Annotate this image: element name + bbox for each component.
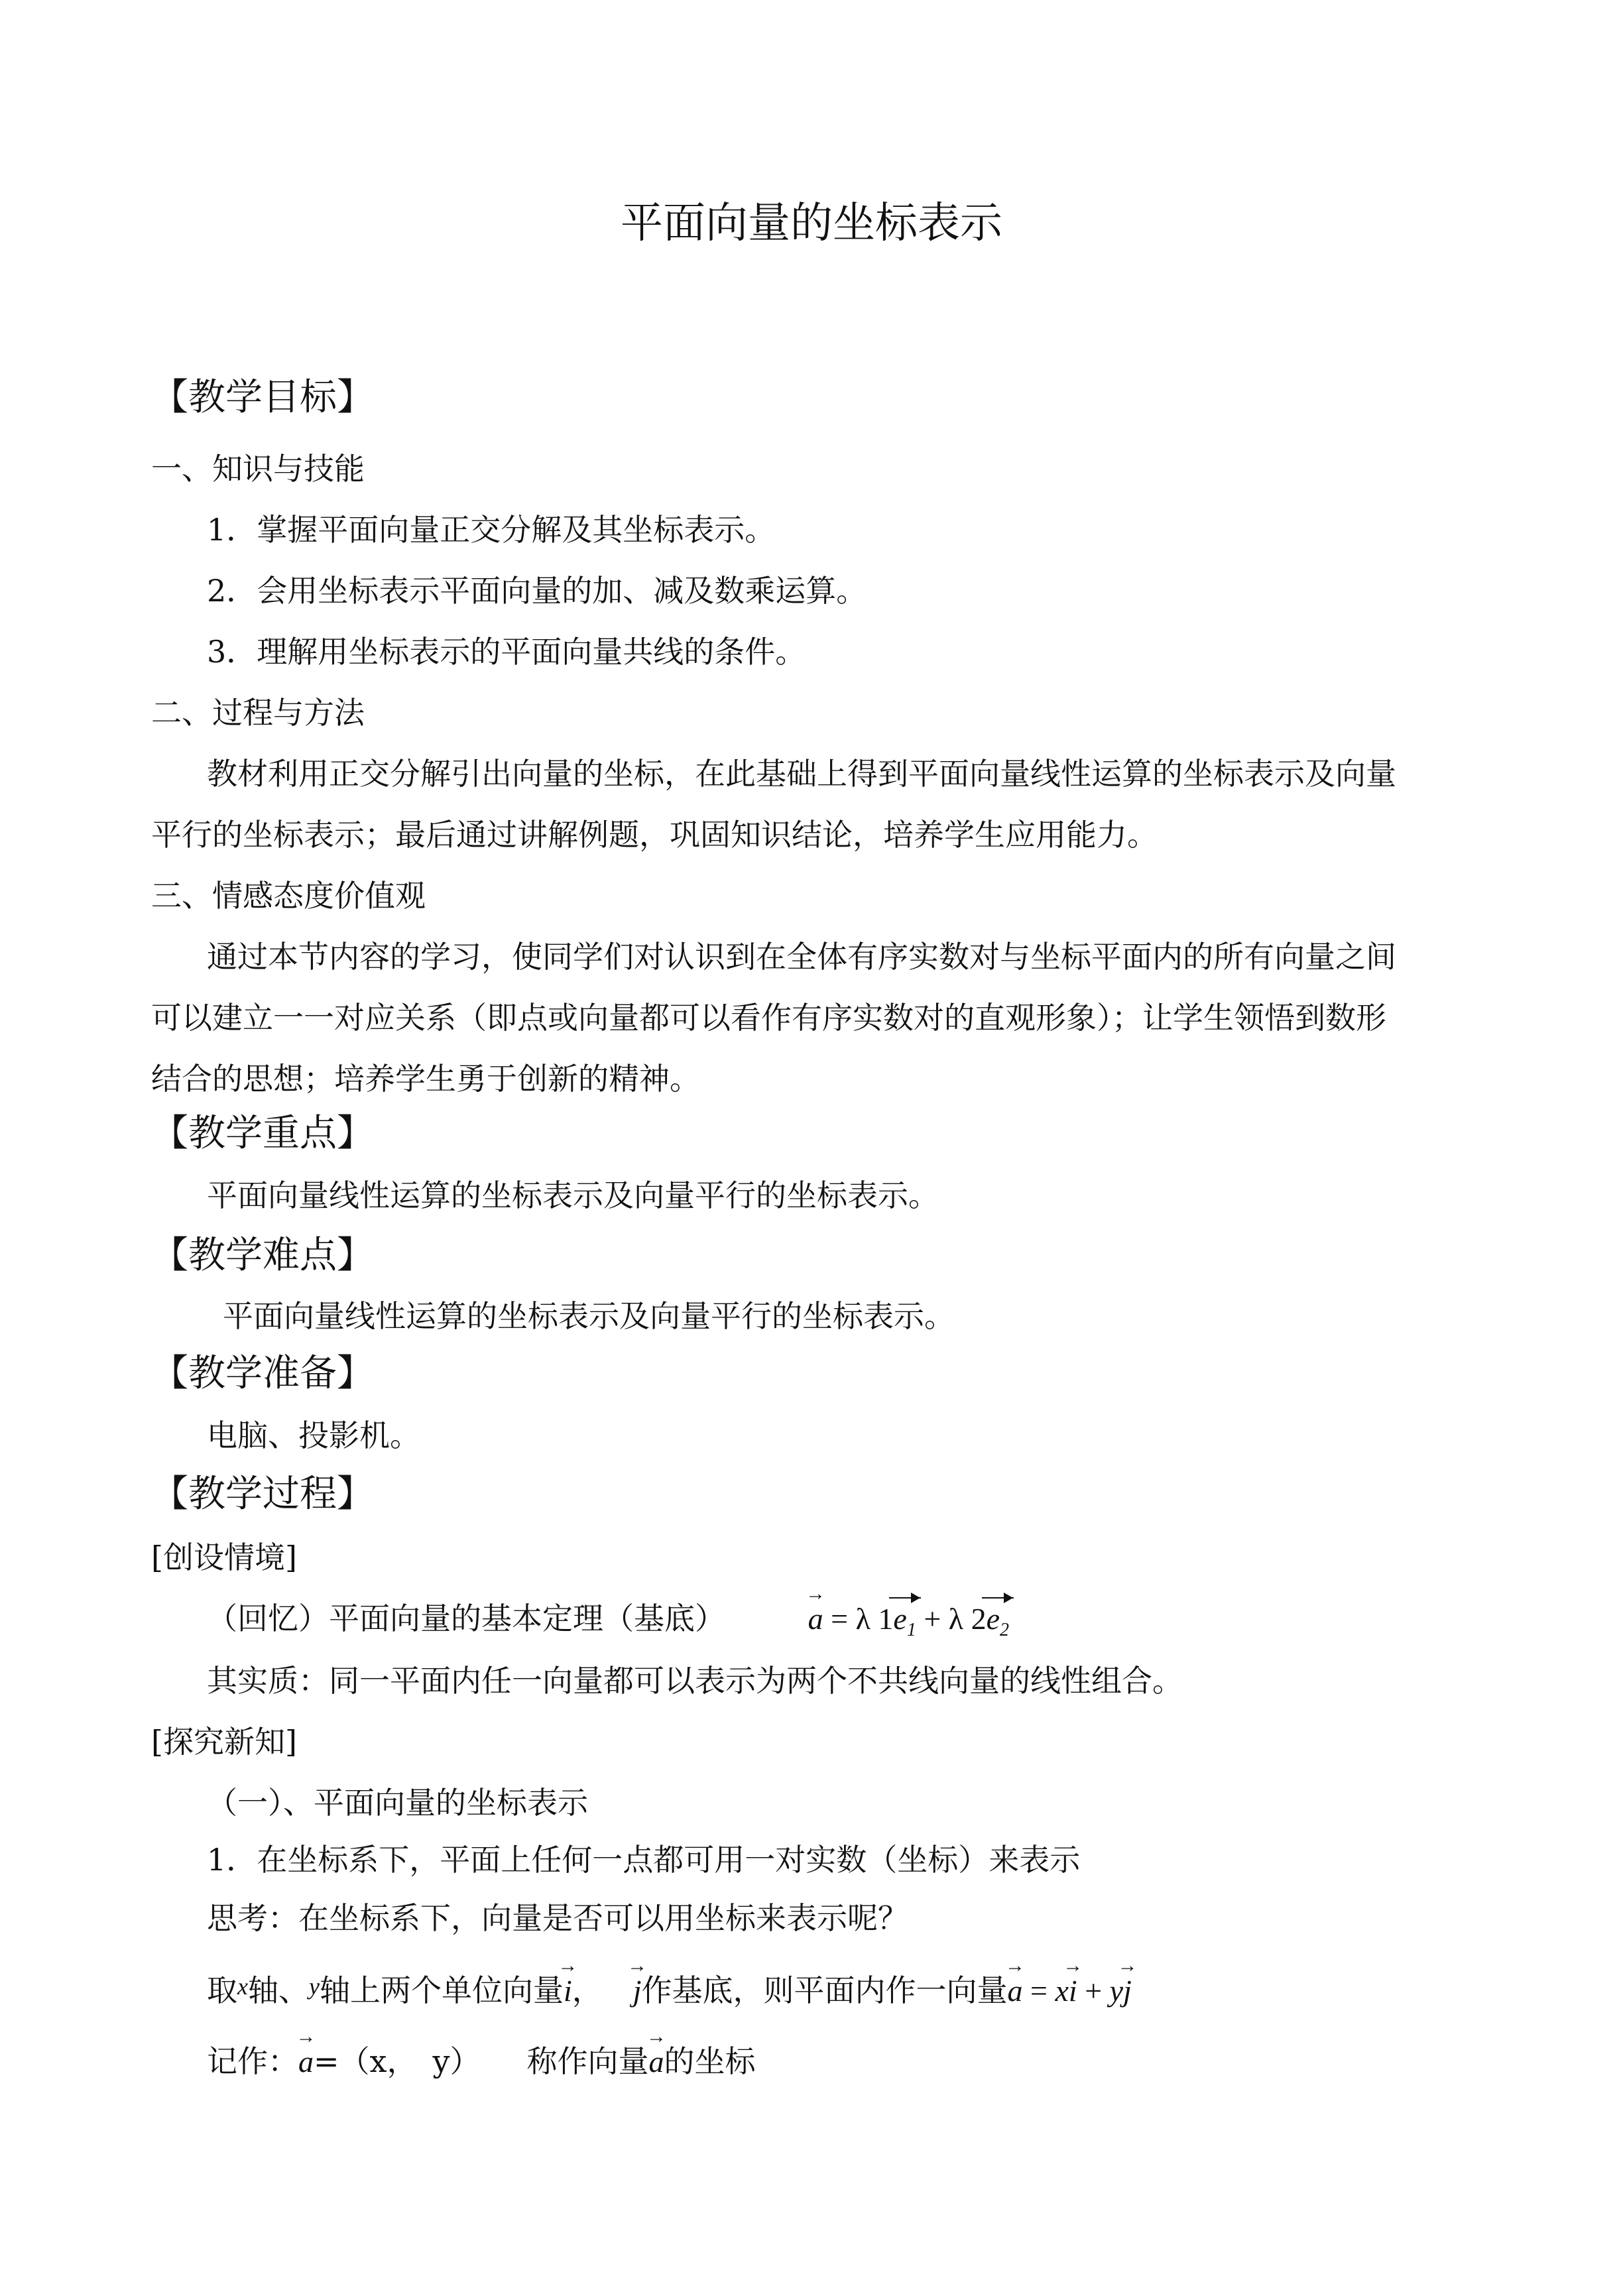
vector-a: → a: [1008, 1976, 1023, 2006]
difficulties-text: 平面向量线性运算的坐标表示及向量平行的坐标表示。: [223, 1298, 955, 1334]
e1-subscript: 1: [906, 1620, 916, 1640]
equals-sign: =: [1030, 1974, 1048, 2008]
e2-subscript: 2: [1000, 1620, 1009, 1640]
e2-letter: e: [986, 1602, 1000, 1636]
equals-sign: =: [831, 1602, 849, 1636]
item-1-text: 1．在坐标系下，平面上任何一点都可用一对实数（坐标）来表示: [207, 1842, 1081, 1878]
notation-line: [207, 2043, 756, 2079]
key-points-text: 平面向量线性运算的坐标表示及向量平行的坐标表示。: [207, 1178, 939, 1213]
paragraph-line: 可以建立一一对应关系（即点或向量都可以看作有序实数对的直观形象）；让学生领悟到数形: [151, 1000, 1386, 1036]
essence-text: 其实质：同一平面内任一向量都可以表示为两个不共线向量的线性组合。: [207, 1663, 1183, 1699]
recall-text: （回忆）平面向量的基本定理（基底）: [207, 1601, 725, 1636]
coef-x: x: [1055, 1974, 1069, 2008]
vector-i: → i: [1069, 1976, 1077, 2006]
vector-a: → a: [808, 1604, 823, 1634]
section-heading-objectives: 【教学目标】: [151, 376, 374, 419]
vector-j: → j: [633, 1976, 642, 2006]
vector-a: → a: [298, 2047, 314, 2077]
section-heading-key-points: 【教学重点】: [151, 1112, 374, 1155]
subheading-process-method: 二、过程与方法: [151, 695, 365, 731]
recall-line: [207, 1603, 1009, 1640]
coordinate-pair: =（x， y）: [314, 2043, 481, 2079]
vector-a: → a: [648, 2047, 664, 2077]
basis-line: [207, 1974, 1132, 2006]
objective-item-2: 2．会用坐标表示平面向量的加、减及数乘运算。: [207, 573, 867, 609]
paragraph-line: 平行的坐标表示；最后通过讲解例题，巩固知识结论，培养学生应用能力。: [151, 817, 1158, 853]
x-axis-symbol: x: [237, 1973, 248, 2000]
section-heading-preparation: 【教学准备】: [151, 1352, 374, 1395]
lambda-2: λ 2: [948, 1602, 987, 1636]
y-axis-symbol: y: [308, 1973, 320, 2000]
part-one-heading: （一）、平面向量的坐标表示: [207, 1785, 588, 1821]
e1-letter: e: [893, 1602, 907, 1636]
vector-e1: [893, 1604, 916, 1640]
text-basis: 作基底，则平面内作一向量: [641, 1972, 1008, 2008]
text-axis: 轴、: [247, 1972, 309, 2008]
subheading-explore-new: [探究新知]: [151, 1724, 297, 1760]
page-title: 平面向量的坐标表示: [621, 199, 1002, 248]
text-called-vector: 称作向量: [526, 2043, 649, 2079]
text-denote: 记作：: [207, 2043, 298, 2079]
lambda-1: λ 1: [855, 1602, 894, 1636]
vector-i: → i: [564, 1976, 572, 2006]
text-comma: ，: [571, 1972, 603, 2008]
vector-j: → j: [1123, 1976, 1132, 2006]
subheading-create-scenario: [创设情境]: [151, 1540, 297, 1575]
text-unit-vectors: 轴上两个单位向量: [319, 1972, 564, 2008]
subheading-knowledge-skills: 一、知识与技能: [151, 451, 365, 487]
basis-theorem-formula: [808, 1602, 1009, 1640]
objective-item-1: 1．掌握平面向量正交分解及其坐标表示。: [207, 512, 776, 548]
think-question: 思考：在坐标系下，向量是否可以用坐标来表示呢？: [207, 1900, 908, 1936]
text-take: 取: [207, 1972, 237, 2008]
plus-sign: +: [924, 1602, 941, 1636]
preparation-text: 电脑、投影机。: [207, 1418, 420, 1453]
text-coordinates: 的坐标: [664, 2043, 756, 2079]
decomposition-formula: [1008, 1974, 1132, 2008]
coef-y: y: [1109, 1974, 1124, 2008]
subheading-values: 三、情感态度价值观: [151, 878, 426, 914]
vector-e2: [987, 1604, 1009, 1640]
plus-sign: +: [1085, 1974, 1103, 2008]
paragraph-line: 通过本节内容的学习，使同学们对认识到在全体有序实数对与坐标平面内的所有向量之间: [207, 939, 1396, 975]
paragraph-line: 结合的思想；培养学生勇于创新的精神。: [151, 1061, 700, 1097]
paragraph-line: 教材利用正交分解引出向量的坐标，在此基础上得到平面向量线性运算的坐标表示及向量: [207, 756, 1396, 792]
objective-item-3: 3．理解用坐标表示的平面向量共线的条件。: [207, 634, 806, 670]
section-heading-process: 【教学过程】: [151, 1473, 374, 1516]
section-heading-difficulties: 【教学难点】: [151, 1234, 374, 1277]
